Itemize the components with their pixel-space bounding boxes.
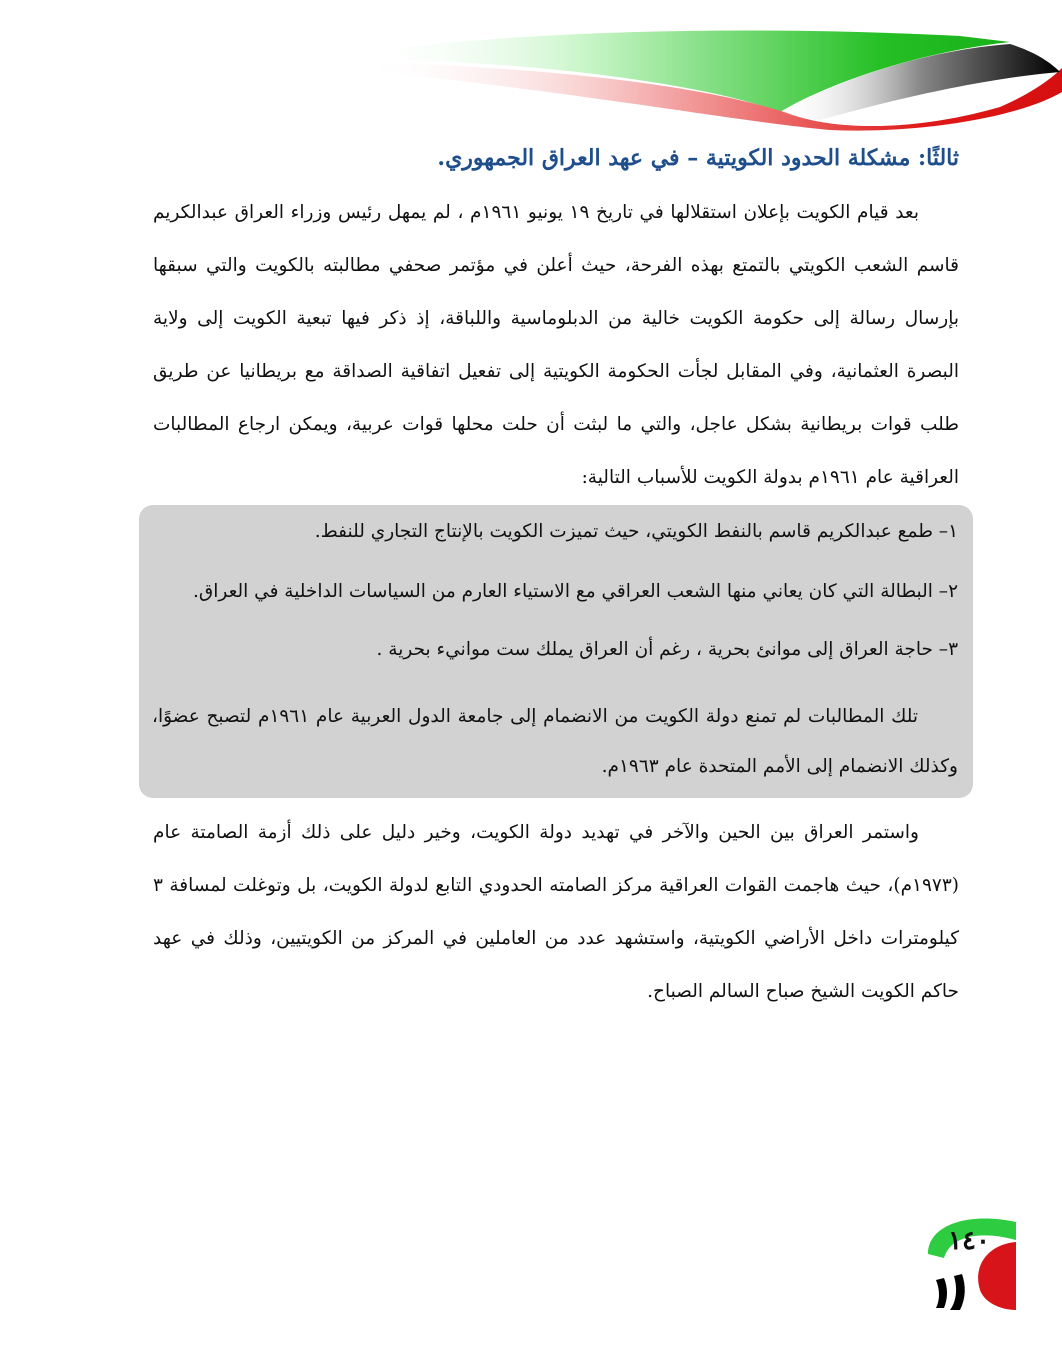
flag-banner-decoration bbox=[360, 22, 1062, 132]
reason-item: ٢– البطالة التي كان يعاني منها الشعب العراقي مع الاستياء العارم من السياسات الداخلية في العراق. bbox=[192, 581, 958, 602]
closing-paragraph: واستمر العراق بين الحين والآخر في تهديد دولة الكويت، وخير دليل على ذلك أزمة الصامتة عام (١٩٧٣م)، حيث هاجمت القوات العراقية مركز الصامته الحدودي التابع لدولة الكويت، بل وتوغلت لمسافة ٣ كيلومترات داخل الأراضي الكويتية، واستشهد عدد من العاملين في المركز من الكويتيين، وذلك في عهد حاكم الكويت الشيخ صباح السالم الصباح. bbox=[153, 822, 959, 1002]
page-number: ١٤٠ bbox=[948, 1226, 990, 1256]
box-paragraph: تلك المطالبات لم تمنع دولة الكويت من الانضمام إلى جامعة الدول العربية عام ١٩٦١م لتصبح عضوًا، وكذلك الانضمام إلى الأمم المتحدة عام ١٩٦٣م. bbox=[152, 706, 958, 777]
reason-item: ١– طمع عبدالكريم قاسم بالنفط الكويتي، حيث تميزت الكويت بالإنتاج التجاري للنفط. bbox=[314, 521, 958, 542]
reason-item: ٣– حاجة العراق إلى موانئ بحرية ، رغم أن العراق يملك ست موانيء بحرية . bbox=[376, 639, 958, 660]
intro-paragraph: بعد قيام الكويت بإعلان استقلالها في تاريخ ١٩ يونيو ١٩٦١م ، لم يمهل رئيس وزراء العراق عبدالكريم قاسم الشعب الكويتي بالتمتع بهذه الفرحة، حيث أعلن في مؤتمر صحفي مطالبته بالكويت والتي سبقها بإرسال رسالة إلى حكومة الكويت خالية من الدبلوماسية واللباقة، إذ ذكر فيها تبعية الكويت إلى ولاية البصرة العثمانية، وفي المقابل لجأت الحكومة الكويتية إلى تفعيل اتفاقية الصداقة مع بريطانيا عن طريق طلب قوات بريطانية بشكل عاجل، والتي ما لبثت أن حلت محلها قوات عربية، ويمكن ارجاع المطالبات العراقية عام ١٩٦١م بدولة الكويت للأسباب التالية: bbox=[153, 202, 959, 488]
section-title: ثالثًا: مشكلة الحدود الكويتية – في عهد العراق الجمهوري. bbox=[437, 145, 959, 171]
